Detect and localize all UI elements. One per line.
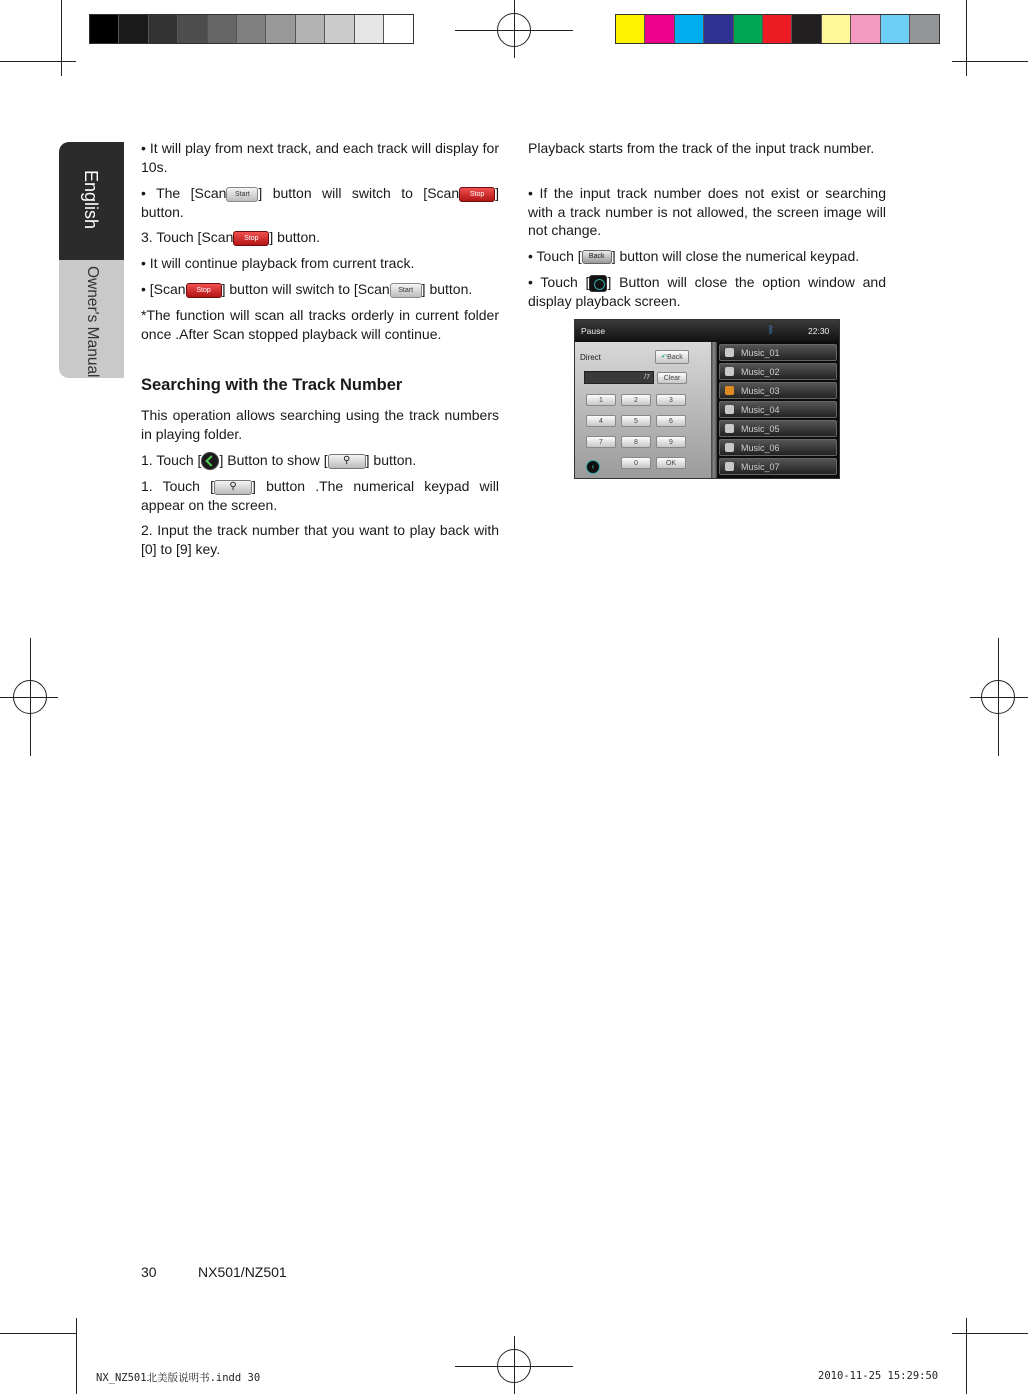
text: ] button will switch to [Scan [221, 281, 390, 297]
color-swatch [792, 15, 821, 43]
color-swatch [675, 15, 704, 43]
back-arrow-icon: ↶ [661, 354, 668, 361]
track-row[interactable] [719, 401, 837, 418]
text: ] button will close the numerical keypad. [611, 248, 860, 264]
close-option-button-image [589, 275, 607, 292]
keypad-key-7[interactable]: 7 [586, 436, 616, 448]
paragraph [141, 228, 499, 247]
track-row[interactable] [719, 344, 837, 361]
music-note-icon [725, 348, 734, 357]
model-name: NX501/NZ501 [198, 1264, 287, 1280]
track-name: Music_02 [741, 367, 780, 377]
music-note-icon [725, 405, 734, 414]
keypad-key-ok[interactable]: OK [656, 457, 686, 469]
scan-stop-button-image: Stop [233, 231, 269, 246]
search-button-image: ⚲ [214, 480, 252, 495]
music-note-icon [725, 367, 734, 376]
paragraph: Playback starts from the track of the input track number. [528, 140, 875, 156]
text: ] button. [141, 185, 499, 220]
track-row[interactable] [719, 439, 837, 456]
color-swatch [208, 15, 237, 43]
color-swatch [645, 15, 674, 43]
color-swatch [822, 15, 851, 43]
manual-tab [59, 260, 124, 378]
paragraph: • It will play from next track, and each track will display for 10s. [141, 140, 499, 175]
track-row[interactable] [719, 382, 837, 399]
text: ] Button will close the option window and display playback screen. [528, 274, 886, 309]
text: ] Button to show [ [219, 452, 328, 468]
color-swatch [616, 15, 645, 43]
text: • [Scan [141, 281, 186, 297]
scan-start-button-image: Start [390, 283, 422, 298]
music-note-icon [725, 462, 734, 471]
keypad-mode-label: Direct [580, 353, 601, 362]
color-swatch [384, 15, 413, 43]
color-swatch [355, 15, 384, 43]
section-heading: Searching with the Track Number [141, 376, 403, 394]
paragraph [141, 451, 499, 470]
bluetooth-icon: ᛒ [768, 325, 774, 336]
text: ] button .The numerical keypad will appear on the screen. [141, 478, 499, 513]
text: 3. Touch [Scan [141, 229, 234, 245]
keypad-key-6[interactable]: 6 [656, 415, 686, 427]
keypad-back-button[interactable] [655, 350, 689, 364]
color-swatch [734, 15, 763, 43]
keypad-key-5[interactable]: 5 [621, 415, 651, 427]
status-bar [575, 320, 840, 342]
color-swatch [910, 15, 939, 43]
color-calibration-bar [615, 14, 940, 44]
text: ] button. [269, 229, 320, 245]
keypad-key-4[interactable]: 4 [586, 415, 616, 427]
paragraph [141, 477, 499, 514]
keypad-back-label: Back [667, 354, 683, 361]
color-swatch [763, 15, 792, 43]
text: 1. Touch [ [141, 478, 215, 494]
keypad-key-3[interactable]: 3 [656, 394, 686, 406]
text: ] button will switch to [Scan [258, 185, 460, 201]
text: ] button. [365, 452, 417, 468]
text: ] button. [421, 281, 473, 297]
track-row[interactable] [719, 420, 837, 437]
paragraph: • If the input track number does not exist or searching with a track number is not allowed, the screen image will not change. [528, 185, 886, 239]
keypad-key-0[interactable]: 0 [621, 457, 651, 469]
back-button-image: Back [582, 250, 612, 264]
keypad-clear-button[interactable]: Clear [657, 372, 687, 384]
track-row[interactable] [719, 363, 837, 380]
color-swatch [149, 15, 178, 43]
color-swatch [266, 15, 295, 43]
color-swatch [704, 15, 733, 43]
music-note-icon [725, 386, 734, 395]
track-name: Music_01 [741, 348, 780, 358]
file-slug: NX_NZ501北美版说明书.indd 30 [96, 1372, 261, 1384]
keypad-key-1[interactable]: 1 [586, 394, 616, 406]
track-name: Music_03 [741, 386, 780, 396]
language-tab-label: English [81, 170, 101, 230]
keypad-key-9[interactable]: 9 [656, 436, 686, 448]
color-swatch [325, 15, 354, 43]
color-swatch [296, 15, 325, 43]
paragraph [528, 247, 886, 266]
track-name: Music_05 [741, 424, 780, 434]
track-number-display: /7 [584, 371, 654, 384]
color-swatch [851, 15, 880, 43]
paragraph [528, 273, 886, 310]
track-name: Music_06 [741, 443, 780, 453]
option-button-image [201, 452, 219, 470]
track-name: Music_04 [741, 405, 780, 415]
paragraph: This operation allows searching using the track numbers in playing folder. [141, 407, 499, 442]
color-swatch [237, 15, 266, 43]
scan-start-button-image: Start [226, 187, 258, 202]
track-row[interactable] [719, 458, 837, 475]
keypad-key-8[interactable]: 8 [621, 436, 651, 448]
color-swatch [90, 15, 119, 43]
track-name: Music_07 [741, 462, 780, 472]
scan-stop-button-image: Stop [459, 187, 495, 202]
option-close-icon[interactable]: ‹ [586, 460, 600, 474]
status-label: Pause [581, 326, 606, 336]
search-button-image: ⚲ [328, 454, 366, 469]
device-screenshot [574, 319, 840, 479]
grayscale-calibration-bar [89, 14, 414, 44]
paragraph: 2. Input the track number that you want to play back with [0] to [9] key. [141, 522, 499, 557]
text: 1. Touch [ [141, 452, 202, 468]
text: • Touch [ [528, 274, 590, 290]
keypad-key-2[interactable]: 2 [621, 394, 651, 406]
music-note-icon [725, 443, 734, 452]
paragraph [141, 184, 499, 221]
color-swatch [119, 15, 148, 43]
manual-tab-label: Owner's Manual [84, 266, 101, 378]
color-swatch [178, 15, 207, 43]
page-number: 30 [141, 1264, 157, 1280]
language-tab [59, 142, 124, 260]
paragraph [141, 280, 499, 299]
scan-stop-button-image: Stop [186, 283, 222, 298]
paragraph: • It will continue playback from current track. [141, 255, 415, 271]
paragraph: *The function will scan all tracks orderly in current folder once .After Scan stopped playback will continue. [141, 307, 499, 342]
print-timestamp: 2010-11-25 15:29:50 [818, 1370, 939, 1382]
music-note-icon [725, 424, 734, 433]
clock: 22:30 [808, 326, 830, 336]
color-swatch [881, 15, 910, 43]
text: • Touch [ [528, 248, 582, 264]
text: • The [Scan [141, 185, 227, 201]
